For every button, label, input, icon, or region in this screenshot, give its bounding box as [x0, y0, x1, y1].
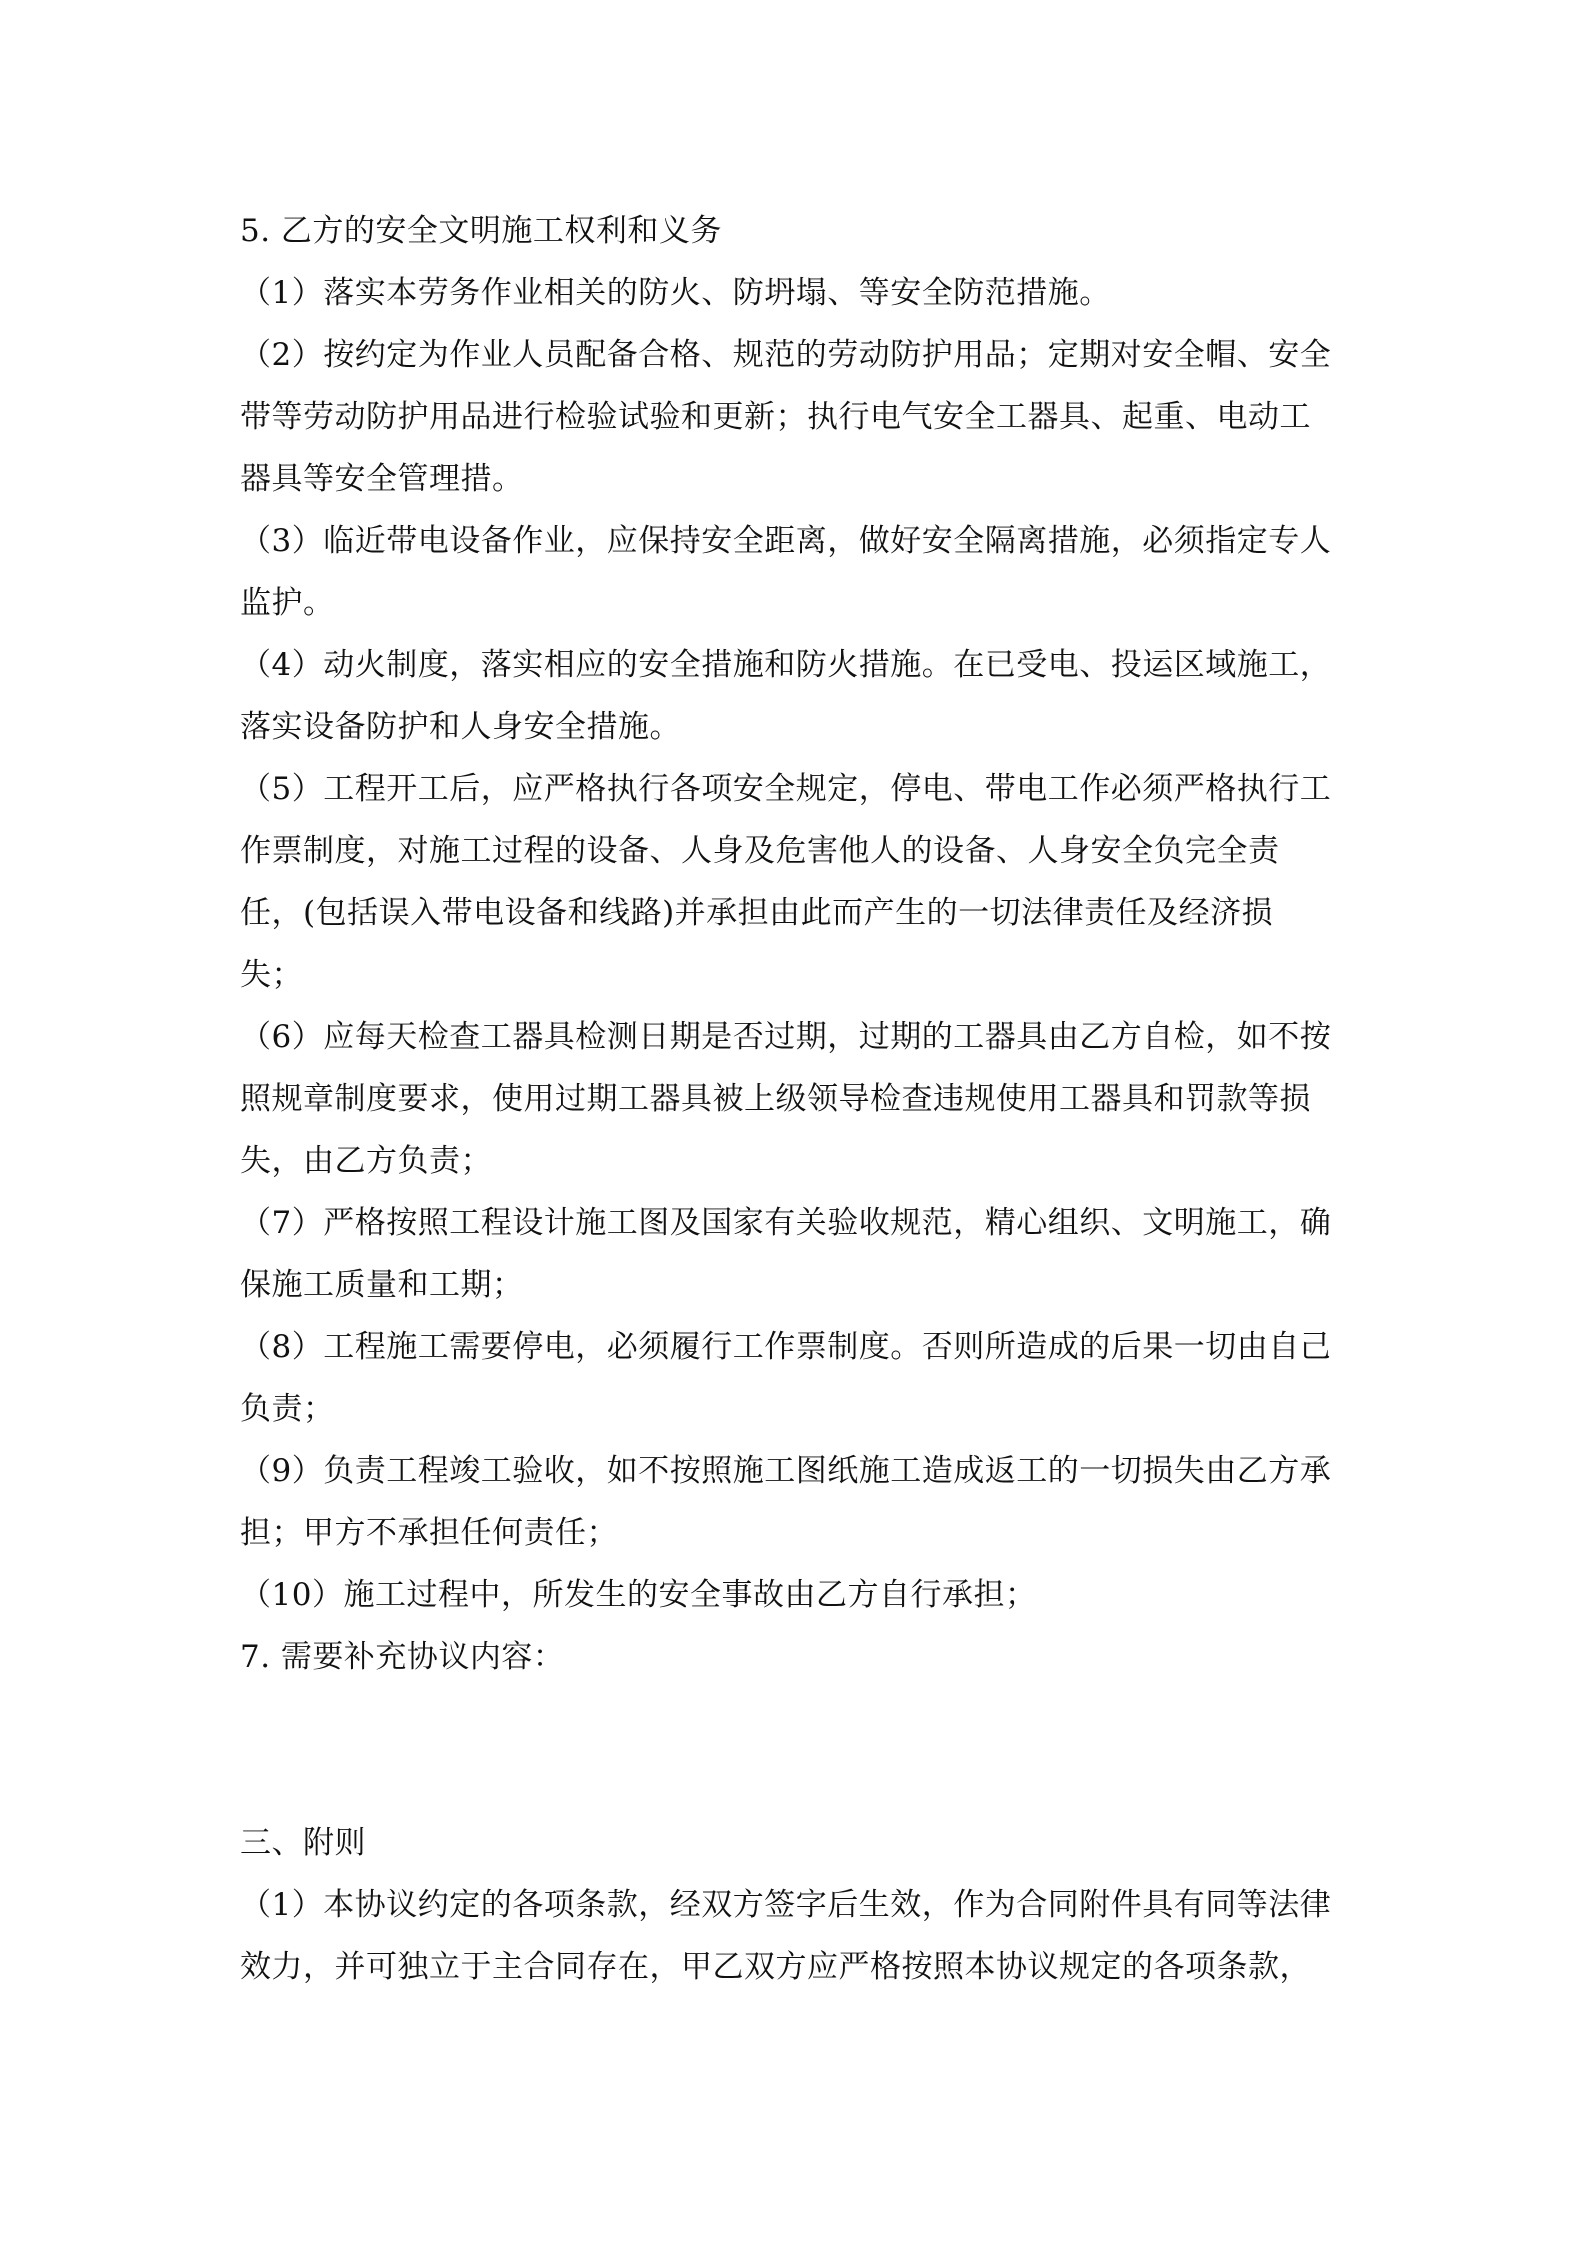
- appendix-clause-1-line-2: 效力，并可独立于主合同存在，甲乙双方应严格按照本协议规定的各项条款，: [240, 1949, 1311, 1985]
- appendix-clause-1-line-1: （1）本协议约定的各项条款，经双方签字后生效，作为合同附件具有同等法律: [240, 1887, 1332, 1923]
- clause-5-line-2: 作票制度，对施工过程的设备、人身及危害他人的设备、人身安全负完全责: [240, 833, 1280, 869]
- clause-2-line-1: （2）按约定为作业人员配备合格、规范的劳动防护用品；定期对安全帽、安全: [240, 337, 1332, 373]
- blank-space: [240, 1688, 1360, 1812]
- appendix-heading: 三、附则: [240, 1825, 366, 1861]
- clause-6-line-3: 失，由乙方负责；: [240, 1143, 492, 1179]
- clause-7-line-1: （7）严格按照工程设计施工图及国家有关验收规范，精心组织、文明施工，确: [240, 1205, 1332, 1241]
- clause-5-line-4: 失；: [240, 957, 303, 993]
- clause-8-line-1: （8）工程施工需要停电，必须履行工作票制度。否则所造成的后果一切由自己: [240, 1329, 1332, 1365]
- clause-2-line-2: 带等劳动防护用品进行检验试验和更新；执行电气安全工器具、起重、电动工: [240, 399, 1311, 435]
- section-7-heading: 7. 需要补充协议内容：: [240, 1639, 565, 1675]
- clause-5-line-1: （5）工程开工后，应严格执行各项安全规定，停电、带电工作必须严格执行工: [240, 771, 1332, 807]
- clause-1-line-1: （1）落实本劳务作业相关的防火、防坍塌、等安全防范措施。: [240, 275, 1111, 311]
- clause-4-line-1: （4）动火制度，落实相应的安全措施和防火措施。在已受电、投运区域施工，: [240, 647, 1332, 683]
- document-body: [240, 200, 1360, 1998]
- clause-5-line-3: 任，(包括误入带电设备和线路)并承担由此而产生的一切法律责任及经济损: [240, 895, 1274, 931]
- clause-8-line-2: 负责；: [240, 1391, 335, 1427]
- clause-3-line-1: （3）临近带电设备作业，应保持安全距离，做好安全隔离措施，必须指定专人: [240, 523, 1332, 559]
- clause-10-line-1: （10）施工过程中，所发生的安全事故由乙方自行承担；: [240, 1577, 1037, 1613]
- clause-7-line-2: 保施工质量和工期；: [240, 1267, 524, 1303]
- clause-6-line-1: （6）应每天检查工器具检测日期是否过期，过期的工器具由乙方自检，如不按: [240, 1019, 1332, 1055]
- clause-2-line-3: 器具等安全管理措。: [240, 461, 524, 497]
- clause-9-line-2: 担；甲方不承担任何责任；: [240, 1515, 618, 1551]
- clause-4-line-2: 落实设备防护和人身安全措施。: [240, 709, 681, 745]
- section-5-heading: 5. 乙方的安全文明施工权利和义务: [240, 213, 722, 249]
- clause-9-line-1: （9）负责工程竣工验收，如不按照施工图纸施工造成返工的一切损失由乙方承: [240, 1453, 1332, 1489]
- clause-6-line-2: 照规章制度要求，使用过期工器具被上级领导检查违规使用工器具和罚款等损: [240, 1081, 1311, 1117]
- clause-3-line-2: 监护。: [240, 585, 335, 621]
